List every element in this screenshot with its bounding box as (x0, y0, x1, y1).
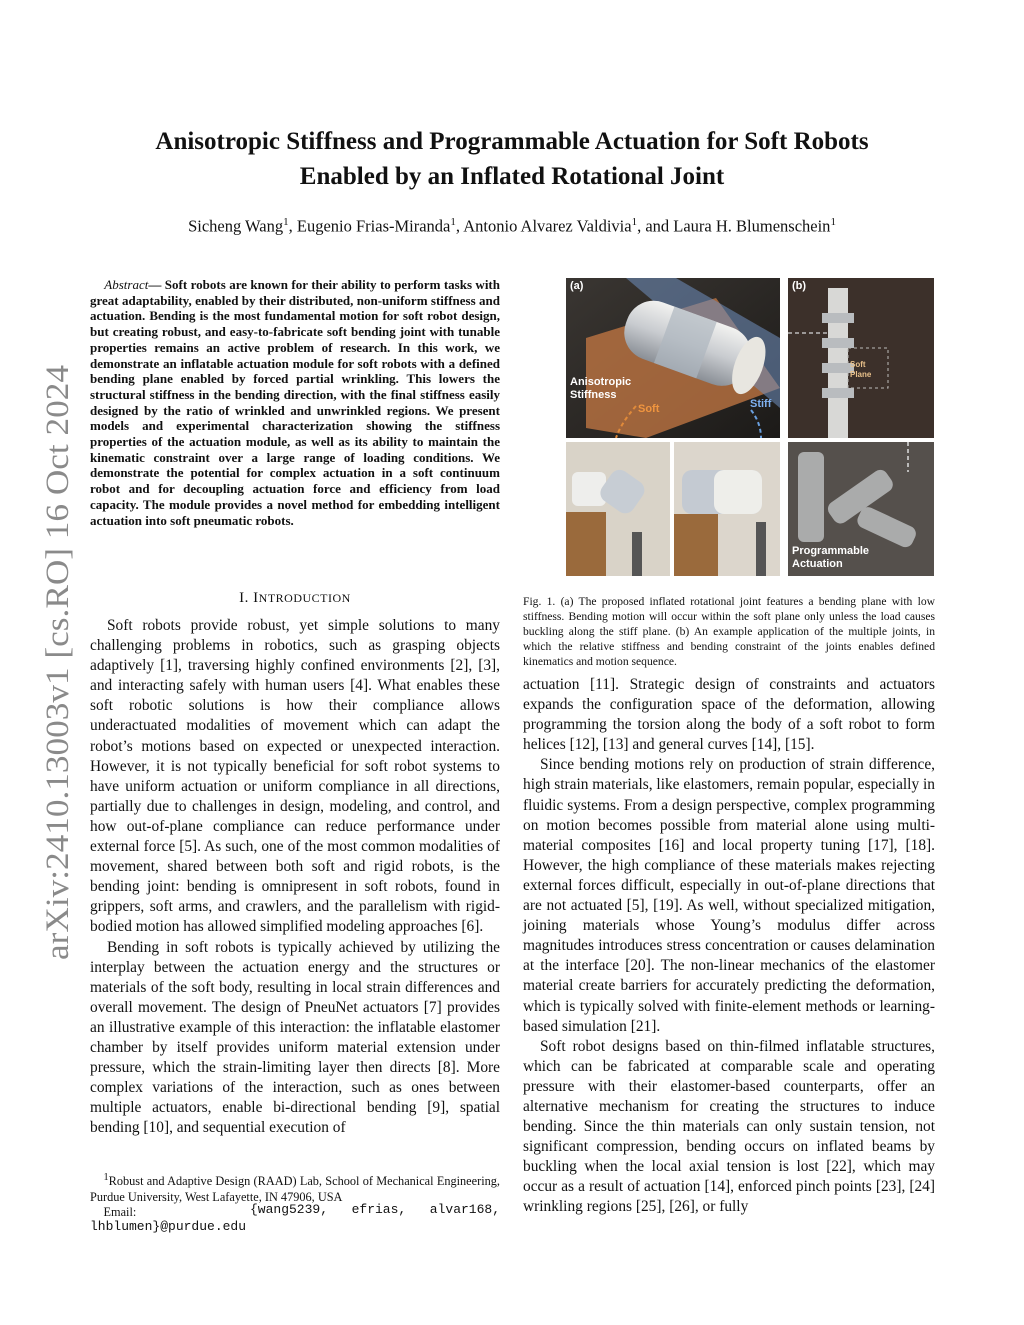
section-title-initial: I (253, 590, 259, 606)
footnote-mark: 1 (103, 1172, 109, 1183)
author-name: Antonio Alvarez Valdivia (463, 216, 632, 236)
section-heading-introduction (90, 590, 500, 607)
body-paragraph: Soft robots provide robust, yet simple solutions to many challenging problems in robotics, such as grasping objects adaptively [1], traversing highly confined environments [2], [3], and interacting safely with human users [4]. What enables these soft robotic solutions is how their compliance allows underactuated modalities of movement which can adapt the robot’s motions based on expected or unexpected interaction. However, it is not typically beneficial for soft robot systems to have uniform actuation or uniform compliance in all directions, partially due to challenges in design, modeling, and control, and how out-of-plane compliance can reduce performance under external force [5]. As such, one of the most common modalities of movement, shared between both soft and rigid robots, is the bending joint: bending is omnipresent in soft robots, found in grippers, soft arms, and crawlers, and the parallelism with rigid-bodied motion has allowed simplified modeling approaches [6]. (90, 617, 500, 936)
author-name: Laura H. Blumenschein (673, 216, 831, 236)
figure-1-caption: Fig. 1. (a) The proposed inflated rotational joint features a bending plane with low stiffness. Bending motion will occur within the soft plane only unless the load causes buckling along the stiff plane. (b) An example application of the multiple joints, in which the relative stiffness and bending constraint of the joints enables defined kinematics and motion sequence. (523, 595, 935, 669)
abstract-label: Abstract (104, 277, 149, 292)
abstract-dash: — (148, 277, 165, 292)
title-line-2: Enabled by an Inflated Rotational Joint (299, 163, 725, 190)
author-separator: , (455, 216, 464, 236)
figure-label-stiffness: Stiffness (570, 389, 617, 401)
figure-label-soft-plane-1: Soft (850, 360, 866, 369)
author-affiliation-mark: 1 (283, 216, 289, 228)
figure-panel-a-photo (566, 278, 780, 438)
arxiv-stamp-text: arXiv:2410.13003v1 [cs.RO] 16 Oct 2024 (40, 402, 76, 960)
figure-panel-programmable-photo (788, 442, 934, 576)
footnote-email-label: Email: (103, 1205, 137, 1220)
figure-label-b: (b) (792, 280, 807, 292)
author-separator: , and (637, 216, 674, 236)
figure-label-a: (a) (570, 280, 584, 292)
author-name: Sicheng Wang (188, 216, 284, 236)
author-affiliation-mark: 1 (631, 216, 638, 228)
author-list (90, 216, 934, 237)
body-paragraph: Bending in soft robots is typically achieved by utilizing the interplay between the actuation energy and the structures or materials of the soft body, resulting in local strain differences and overall movement. The design of PneuNet actuators [7] provides an illustrative example of this interaction: the inflatable elastomer chamber by itself provides uniform material extension under pressure, which the strain-limiting layer then directs [8]. More complex variations of the interaction, such as ones between multiple actuators, enable bi-directional bending [9], spatial bending [10], and sequential execution of (90, 938, 500, 1137)
author-name: Eugenio Frias-Miranda (296, 216, 451, 236)
figure-panel-stiff-loading-photo (674, 442, 780, 576)
abstract (90, 277, 500, 528)
paper-title (90, 124, 934, 194)
footnote (90, 1170, 500, 1234)
body-paragraph: Since bending motions rely on production of strain difference, high strain materials, like elastomers, remain popular, especially in fluidic systems. From a design perspective, complex programming on motion becomes possible from material alone using multi-material composites [16] and local property tuning [17], [18]. However, the high compliance of these materials makes rejecting external forces difficult, especially in out-of-plane directions that are not actuated [5], [19]. As well, without specialized mitigation, joining materials whose Young’s modulus differ across magnitudes introduces stress concentration or causes delamination at the interface [20]. The non-linear mechanics of the elastomer material create barriers for accurately predicting the deformation, which is typically solved with finite-element methods or learning-based simulation [21]. (523, 756, 935, 1035)
title-line-1: Anisotropic Stiffness and Programmable Actuation for Soft Robots (155, 128, 869, 155)
section-title-rest: NTRODUCTION (258, 591, 351, 605)
figure-label-soft-plane-2: Plane (850, 370, 872, 379)
figure-panel-b-photo (788, 278, 934, 438)
figure-label-soft: Soft (638, 403, 660, 415)
body-paragraph: Soft robot designs based on thin-filmed inflatable structures, which can be fabricated at comparable scale and operating pressure with their elastomer-based counterparts, offer an alternative mechanism for creating the structures to induce bending. Since the thin materials can only sustain tension, not significant compression, bending occurs on inflated beams by buckling when the local axial tension is lost [22], which may occur as a result of actuation [14], enforced pinch points [23], [24] wrinkling regions [25], [26], or fully (523, 1037, 935, 1216)
figure-label-actuation: Actuation (792, 558, 843, 570)
figure-label-stiff: Stiff (750, 398, 772, 410)
right-column-body (523, 675, 935, 1218)
abstract-text: Soft robots are known for their ability to perform tasks with great adaptability, enabled by their distributed, non-uniform stiffness and actuation. Bending is the most fundamental motion for soft robot design, but creating robust, and easy-to-fabricate soft bending joint with tunable properties remains an active problem of research. In this work, we demonstrate an inflatable actuation module for soft robots with a defined bending plane enabled by forced partial wrinkling. This lowers the structural stiffness in the bending direction, with the final stiffness easily designed by the ratio of wrinkled and unwrinkled regions. We present models and experimental characterization showing the stiffness properties of the actuation module, as well as its ability to maintain the kinematic constraint over a large range of loading conditions. We demonstrate the potential for complex actuation in a soft continuum robot and for decoupling actuation force and efficiency from load capacity. The module provides a novel method for embedding intelligent actuation into soft pneumatic robots. (90, 277, 500, 528)
figure-label-programmable: Programmable (792, 545, 870, 557)
section-number: I. (239, 590, 254, 606)
figure-panel-soft-bending-photo (566, 442, 670, 576)
arxiv-stamp (24, 350, 84, 970)
footnote-affiliation: Robust and Adaptive Design (RAAD) Lab, School of Mechanical Engineering, Purdue University, West Lafayette, IN 47906, USA (90, 1174, 500, 1204)
body-paragraph: actuation [11]. Strategic design of constraints and actuators expands the configuration space of the deformation, allowing programming the torsion along the body of a soft robot to form helices [12], [13] and general curves [14], [15]. (523, 676, 935, 754)
author-separator: , (288, 216, 297, 236)
left-column-body (90, 616, 500, 1138)
figure-label-anisotropic: Anisotropic (570, 376, 632, 388)
author-affiliation-mark: 1 (450, 216, 456, 228)
figure-1 (566, 278, 934, 576)
author-affiliation-mark: 1 (830, 216, 836, 228)
footnote-email: {wang5239, efrias, alvar168, lhblumen}@purdue.edu (90, 1202, 500, 1234)
